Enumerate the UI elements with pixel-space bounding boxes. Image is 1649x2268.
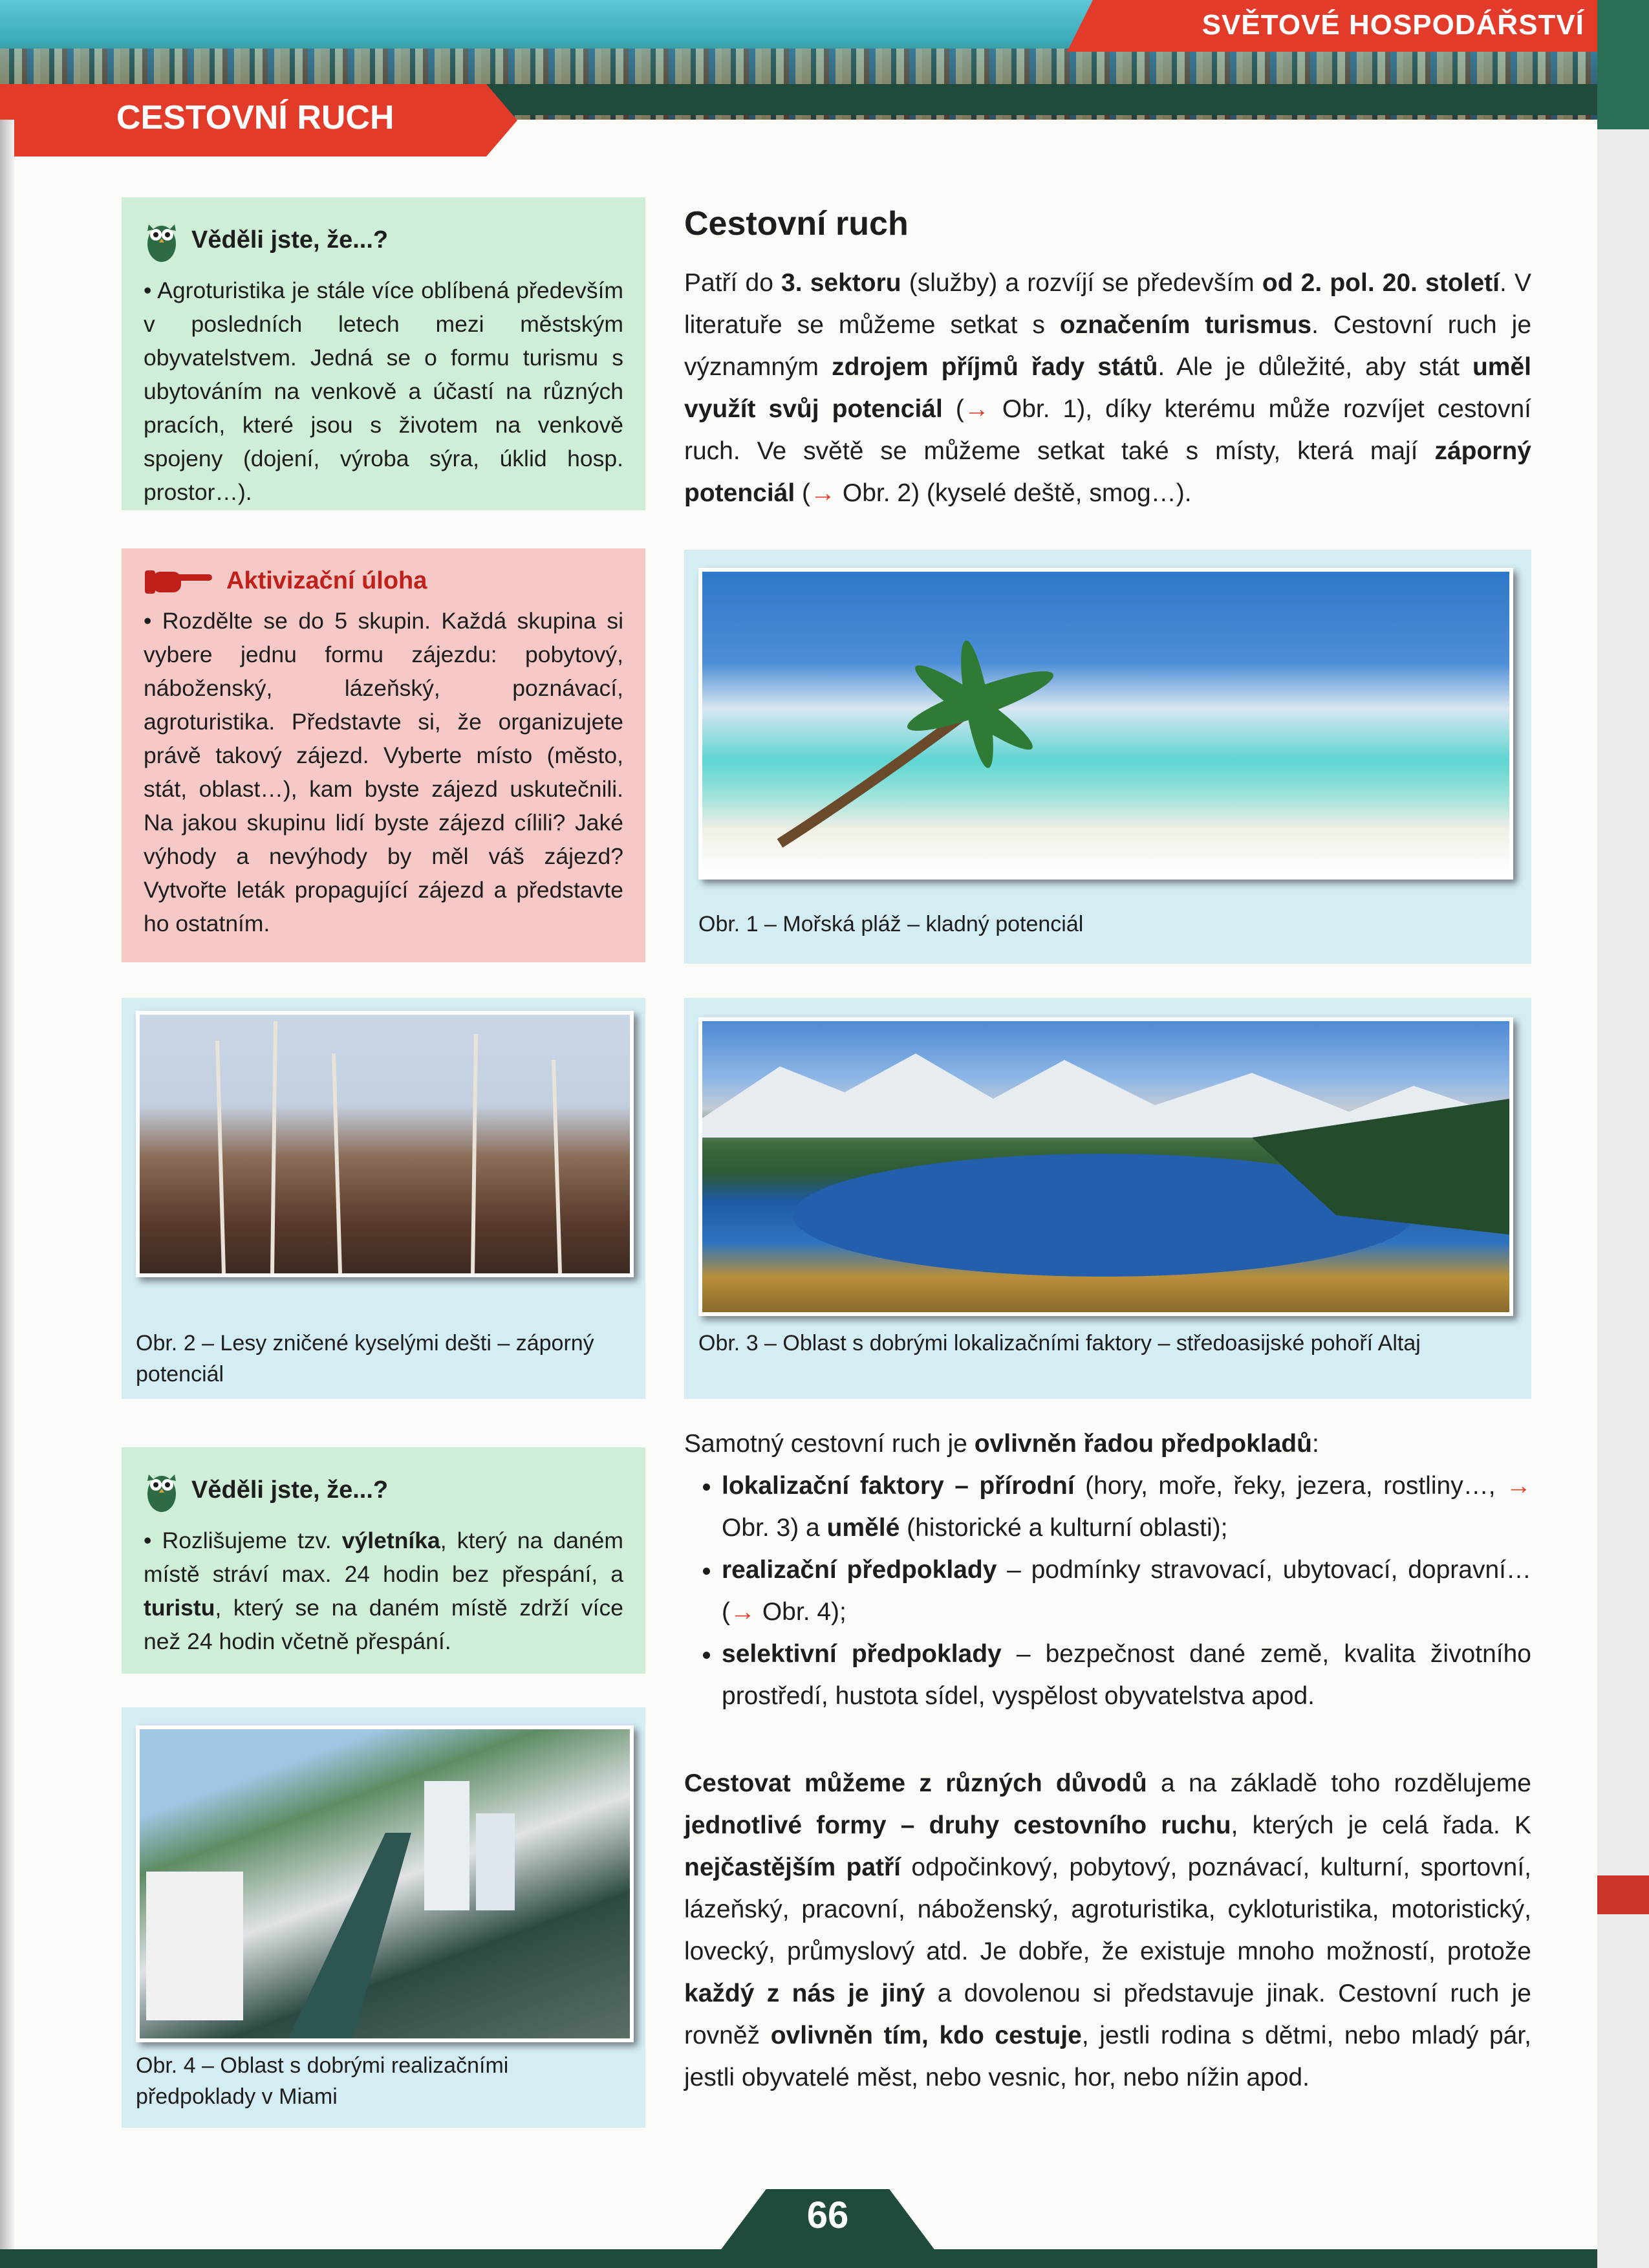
- prerequisites-list: [684, 1465, 1531, 1717]
- main-heading: Cestovní ruch: [684, 205, 909, 243]
- activation-task-box: [122, 548, 645, 962]
- activation-task-text: • Rozdělte se do 5 skupin. Každá skupina si vybere jednu formu zájezdu: pobytový, náboženský, lázeňský, poznávací, agroturistika. Představte si, že organizujete právě takový zájezd. Vyberte místo (město, stát, oblast…), kam byste zájezd uskutečnili. Na jakou skupinu lidí byste zájezd cílili? Jaké výhody a nevýhody by měl váš zájezd? Vytvořte leták propagující zájezd a představte ho ostatním.: [144, 608, 623, 936]
- topic-label: SVĚTOVÉ HOSPODÁŘSTVÍ: [1202, 9, 1584, 41]
- page-number: 66: [806, 2194, 849, 2236]
- next-page-edge: [1597, 0, 1649, 2268]
- did-you-know-title: Věděli jste, že...?: [191, 1476, 389, 1504]
- list-item: • selektivní předpoklady – bezpečnost dané země, kvalita životního prostředí, hustota sídel, vyspělost obyvatelstva apod.: [722, 1633, 1531, 1717]
- arrow-icon: →: [964, 395, 989, 423]
- activation-task-title: Aktivizační úloha: [226, 567, 427, 594]
- photo-miami: [136, 1725, 634, 2042]
- prerequisites-lead: Samotný cestovní ruch je ovlivněn řadou předpokladů:: [684, 1430, 1319, 1458]
- figure-3: [684, 998, 1531, 1399]
- tourism-forms-paragraph: Cestovat můžeme z různých důvodů a na základě toho rozdělujeme jednotlivé formy – druhy cestovního ruchu, kterých je celá řada. K nejčastějším patří odpočinkový, pobytový, poznávací, kulturní, sportovní, lázeňský, pracovní, náboženský, agroturistika, cykloturistika, motoristický, lovecký, průmyslový atd. Je dobře, že existuje mnoho možností, protože každý z nás je jiný a dovolenou si představuje jinak. Cestovní ruch je rovněž ovlivněn tím, kdo cestuje, jestli rodina s dětmi, nebo mladý pár, jestli obyvatelé měst, nebo vesnic, hor, nebo nížin apod.: [684, 1769, 1531, 2091]
- arrow-icon: →: [810, 479, 836, 507]
- list-item: • lokalizační faktory – přírodní (hory, moře, řeky, jezera, rostliny…, → Obr. 3) a umělé (historické a kulturní oblasti);: [722, 1465, 1531, 1549]
- figure-2-caption: Obr. 2 – Lesy zničené kyselými dešti – záporný potenciál: [136, 1331, 594, 1387]
- photo-sea-beach: [698, 568, 1513, 880]
- figure-1-caption: Obr. 1 – Mořská pláž – kladný potenciál: [698, 912, 1084, 936]
- figure-4-caption: Obr. 4 – Oblast s dobrými realizačními předpoklady v Miami: [136, 2053, 509, 2109]
- arrow-icon: →: [730, 1598, 755, 1626]
- figure-3-caption: Obr. 3 – Oblast s dobrými lokalizačními faktory – středoasijské pohoří Altaj: [698, 1331, 1421, 1355]
- did-you-know-text: • Rozlišujeme tzv. výletníka, který na daném místě stráví max. 24 hodin bez přespání, a turistu, který se na daném místě zdrží více než 24 hodin včetně přespání.: [144, 1528, 623, 1654]
- intro-paragraph: Patří do 3. sektoru (služby) a rozvíjí se především od 2. pol. 20. století. V literatuře se můžeme setkat s označením turismus. Cestovní ruch je významným zdrojem příjmů řady států. Ale je důležité, aby stát uměl využít svůj potenciál (→ Obr. 1), díky kterému může rozvíjet cestovní ruch. Ve světě se můžeme setkat také s místy, která mají záporný potenciál (→ Obr. 2) (kyselé deště, smog…).: [684, 269, 1532, 507]
- did-you-know-box-2: [122, 1447, 645, 1674]
- figure-4: [122, 1707, 645, 2128]
- prerequisites-block: [684, 1423, 1531, 1717]
- figure-2: [122, 998, 645, 1399]
- photo-altai-lake: [698, 1017, 1513, 1316]
- photo-acid-rain-forest: [136, 1011, 634, 1277]
- list-item: • realizační předpoklady – podmínky stravovací, ubytovací, dopravní… (→ Obr. 4);: [722, 1549, 1531, 1633]
- pointing-hand-icon: [144, 567, 215, 595]
- did-you-know-text: • Agroturistika je stále více oblíbená především v posledních letech mezi městským obyvatelstvem. Jedná se o formu turismu s ubytováním na venkově a účastí na různých pracích, které jsou s životem na venkově spojeny (dojení, výroba sýra, úklid hosp. prostor…).: [144, 277, 623, 505]
- arrow-icon: →: [1506, 1472, 1531, 1500]
- did-you-know-title: Věděli jste, že...?: [191, 226, 389, 254]
- owl-icon: [144, 215, 180, 265]
- page-binding-shadow: [0, 120, 14, 2268]
- did-you-know-box-1: [122, 197, 645, 510]
- figure-1: [684, 550, 1531, 964]
- chapter-title: CESTOVNÍ RUCH: [116, 99, 394, 136]
- owl-icon: [144, 1465, 180, 1515]
